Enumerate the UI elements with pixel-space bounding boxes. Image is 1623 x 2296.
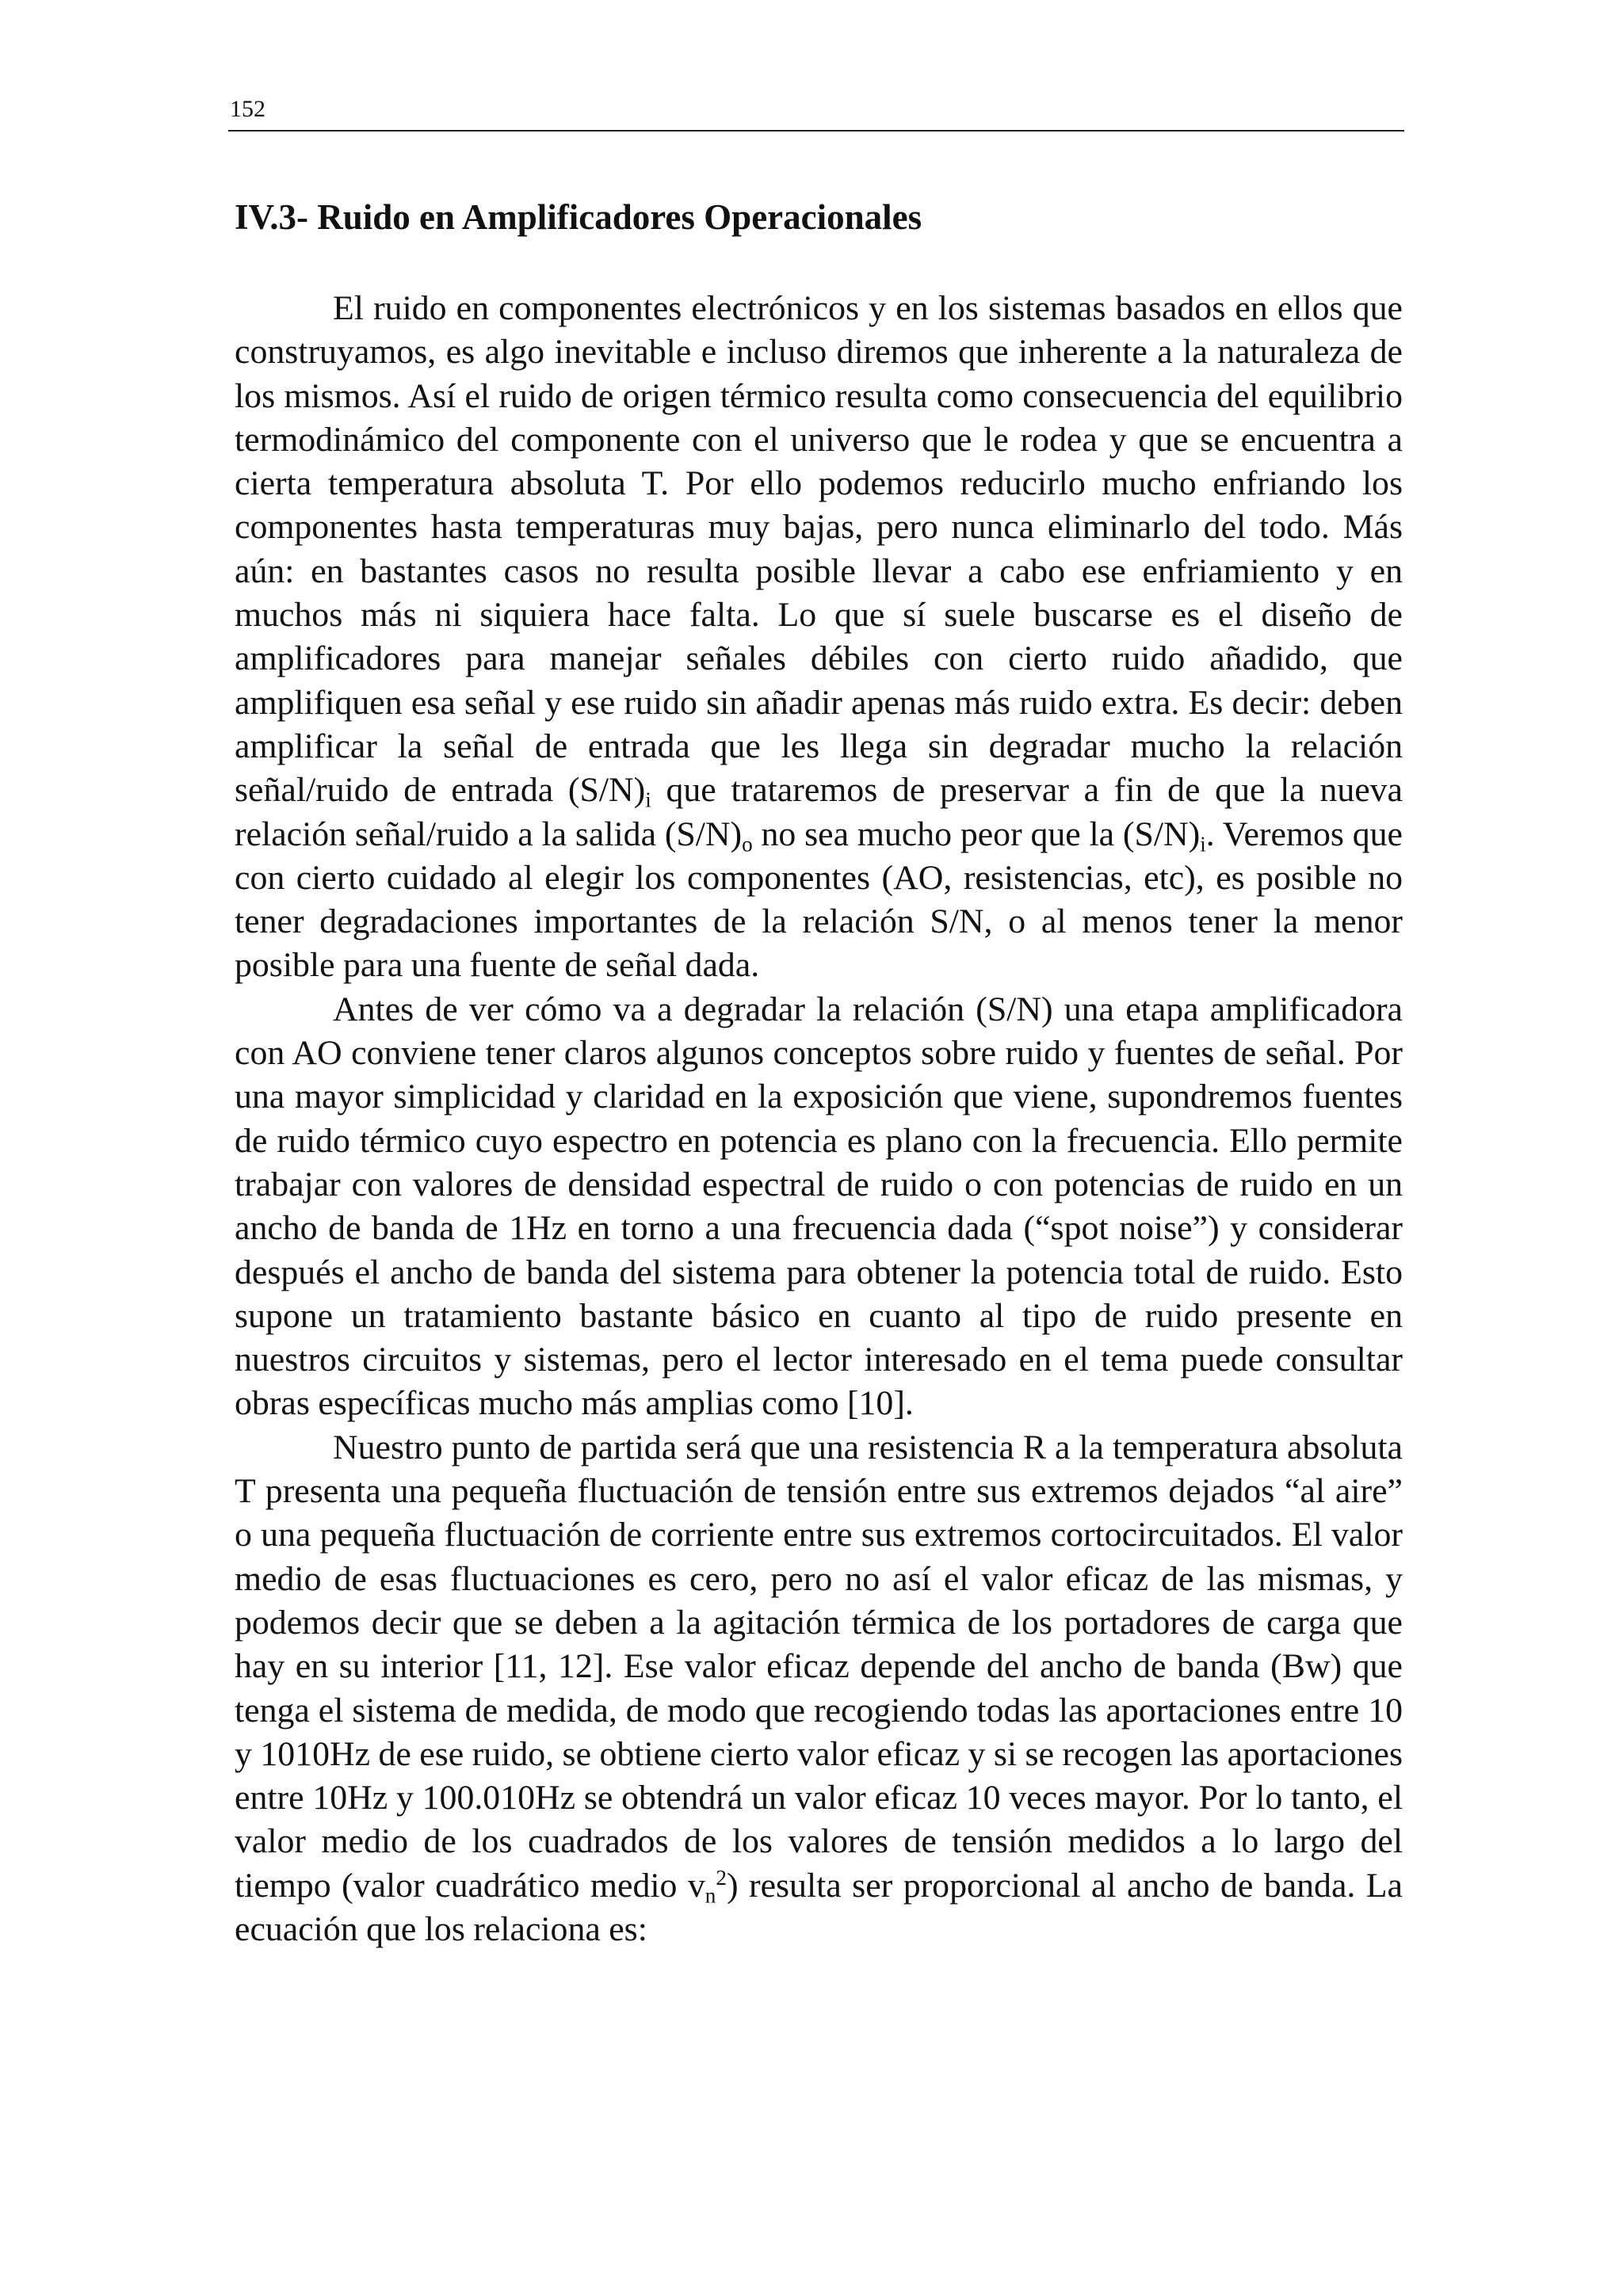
p3-superscript-2: 2 xyxy=(716,1865,727,1890)
p1-subscript-o: o xyxy=(742,832,753,856)
paragraph-2: Antes de ver cómo va a degradar la relación (S/N) una etapa amplificadora con AO conviene tener claros algunos conceptos sobre ruido y fuentes de señal. Por una mayor simplicidad y claridad en la exposición que viene, supondremos fuentes de ruido térmico cuyo espectro en potencia es plano con la frecuencia. Ello permite trabajar con valores de densidad espectral de ruido o con potencias de ruido en un ancho de banda de 1Hz en torno a una frecuencia dada (“spot noise”) y considerar después el ancho de banda del sistema para obtener la potencia total de ruido. Esto supone un tratamiento bastante básico en cuanto al tipo de ruido presente en nuestros circuitos y sistemas, pero el lector interesado en el tema puede consultar obras específicas mucho más amplias como [10]. xyxy=(235,990,1403,1423)
p3-text-b: ) resulta ser proporcional al ancho de banda. La ecuación que los relaciona es: xyxy=(235,1866,1403,1948)
p1-text-a: El ruido en componentes electrónicos y en los sistemas basados en ellos que construyamos, es algo inevitable e incluso diremos que inherente a la naturaleza de los mismos. Así el ruido de origen térmico resulta como consecuencia del equilibrio termodinámico del componente con el universo que le rodea y que se encuentra a cierta temperatura absoluta T. Por ello podemos reducirlo mucho enfriando los componentes hasta temperaturas muy bajas, pero nunca eliminarlo del todo. Más aún: en bastantes casos no resulta posible llevar a cabo ese enfriamiento y en muchos más ni siquiera hace falta. Lo que sí suele buscarse es el diseño de amplificadores para manejar señales débiles con cierto ruido añadido, que amplifiquen esa señal y ese ruido sin añadir apenas más ruido extra. Es decir: deben amplificar la señal de entrada que les llega sin degradar mucho la relación señal/ruido de entrada (S/N) xyxy=(235,289,1403,810)
paragraph-1 xyxy=(235,287,1403,988)
header-rule xyxy=(228,130,1404,132)
p3-text-a: Nuestro punto de partida será que una resistencia R a la temperatura absoluta T presenta una pequeña fluctuación de tensión entre sus extremos dejados “al aire” o una pequeña fluctuación de corriente entre sus extremos cortocircuitados. El valor medio de esas fluctuaciones es cero, pero no así el valor eficaz de las mismas, y podemos decir que se deben a la agitación térmica de los portadores de carga que hay en su interior [11, 12]. Ese valor eficaz depende del ancho de banda (Bw) que tenga el sistema de medida, de modo que recogiendo todas las aportaciones entre 10 y 1010Hz de ese ruido, se obtiene cierto valor eficaz y si se recogen las aportaciones entre 10Hz y 100.010Hz se obtendrá un valor eficaz 10 veces mayor. Por lo tanto, el valor medio de los cuadrados de los valores de tensión medidos a lo largo del tiempo (valor cuadrático medio v xyxy=(235,1428,1403,1905)
p1-text-b: que trataremos de preservar a fin de que la nueva relación señal/ruido a la salida (S/N) xyxy=(235,771,1403,853)
page-number: 152 xyxy=(230,96,265,122)
section-title: IV.3- Ruido en Amplificadores Operacionales xyxy=(235,197,922,237)
p1-subscript-i: i xyxy=(645,788,651,812)
p1-text-c: no sea mucho peor que la (S/N) xyxy=(752,814,1201,853)
p1-text-d: . Veremos que con cierto cuidado al elegir los componentes (AO, resistencias, etc), es posible no tener degradaciones importantes de la relación S/N, o al menos tener la menor posible para una fuente de señal dada. xyxy=(235,814,1403,985)
p1-subscript-i-2: i xyxy=(1200,832,1206,856)
paragraph-3 xyxy=(235,1426,1403,1952)
p3-subscript-n: n xyxy=(705,1883,716,1908)
body-text xyxy=(235,287,1403,1951)
